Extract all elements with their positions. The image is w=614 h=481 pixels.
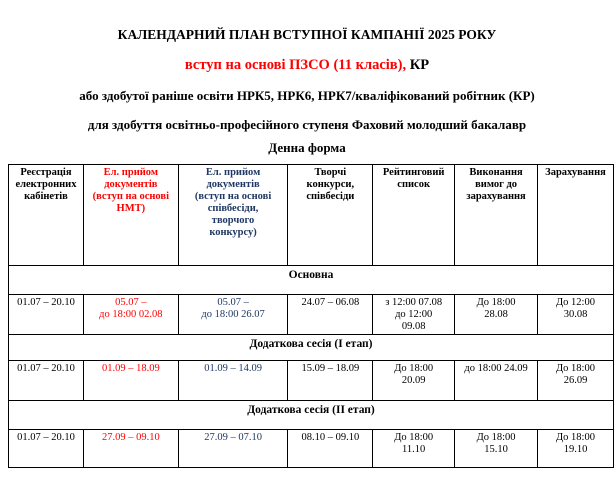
header-line: НМТ) bbox=[116, 203, 146, 215]
cell-line: до 18:00 26.07 bbox=[201, 309, 265, 321]
cell-creative-contests bbox=[288, 430, 373, 468]
table-row bbox=[9, 295, 614, 335]
cell-rating-list bbox=[373, 361, 455, 401]
header-line: співбесіди bbox=[306, 191, 355, 203]
section-row-additional-2 bbox=[9, 401, 614, 430]
cell-enrollment bbox=[538, 295, 614, 335]
cell-line: До 18:00 bbox=[476, 432, 516, 443]
header-line: Реєстрація bbox=[20, 167, 72, 178]
header-line: Зарахування bbox=[545, 167, 606, 178]
cell-creative-contests bbox=[288, 295, 373, 335]
header-line: вимог до bbox=[475, 179, 518, 191]
cell-docs-nmt bbox=[83, 361, 178, 401]
header-line: Ел. прийом bbox=[205, 167, 261, 178]
cell-docs-nmt bbox=[83, 295, 178, 335]
table-header-row bbox=[9, 165, 614, 266]
header-line: Виконання bbox=[469, 167, 523, 178]
cell-line: 01.07 – 20.10 bbox=[17, 363, 75, 374]
cell-line: 15.10 bbox=[484, 444, 508, 456]
subtitle-red-part: вступ на основі ПЗСО (11 класів), bbox=[184, 57, 407, 73]
cell-registration bbox=[9, 361, 84, 401]
section-title: Додаткова сесія (ІІ етап) bbox=[9, 401, 614, 430]
header-line: електронних bbox=[15, 179, 77, 191]
cell-line: до 18:00 24.09 bbox=[464, 363, 528, 374]
header-line: кабінетів bbox=[24, 191, 68, 203]
table-row bbox=[9, 430, 614, 468]
section-row-main bbox=[9, 266, 614, 295]
header-docs-interview bbox=[178, 165, 288, 266]
header-line: співбесіди, bbox=[207, 203, 259, 215]
cell-line: До 12:00 bbox=[556, 297, 595, 308]
cell-line: 24.07 – 06.08 bbox=[301, 297, 360, 308]
cell-line: 01.07 – 20.10 bbox=[17, 432, 75, 443]
cell-registration bbox=[9, 295, 84, 335]
header-line: (вступ на основі bbox=[194, 191, 272, 203]
cell-line: 28.08 bbox=[484, 309, 508, 321]
section-title: Основна bbox=[9, 266, 614, 295]
study-form: Денна форма bbox=[268, 140, 346, 155]
cell-line: до 12:00 bbox=[395, 309, 433, 321]
cell-line: 27.09 – 07.10 bbox=[204, 432, 262, 443]
cell-line: До 18:00 bbox=[394, 432, 434, 443]
cell-docs-interview bbox=[178, 361, 288, 401]
education-basis-line: або здобутої раніше освіти НРК5, НРК6, НРК7/кваліфікований робітник (КР) bbox=[79, 88, 535, 103]
cell-line: 01.09 – 14.09 bbox=[204, 363, 262, 374]
cell-line: 27.09 – 09.10 bbox=[101, 432, 160, 443]
header-registration bbox=[9, 165, 84, 266]
cell-requirements bbox=[455, 361, 538, 401]
cell-line: 11.10 bbox=[402, 444, 426, 456]
subtitle-rest: КР bbox=[409, 57, 430, 73]
cell-line: До 18:00 bbox=[476, 297, 516, 308]
cell-line: 09.08 bbox=[401, 321, 426, 333]
cell-line: 05.07 – bbox=[115, 297, 147, 308]
cell-enrollment bbox=[538, 430, 614, 468]
table-row bbox=[9, 361, 614, 401]
header-line: конкурсу) bbox=[209, 227, 257, 239]
section-row-additional-1 bbox=[9, 335, 614, 361]
cell-line: 08.10 – 09.10 bbox=[301, 432, 360, 443]
cell-line: 20.09 bbox=[401, 375, 426, 387]
cell-line: з 12:00 07.08 bbox=[385, 297, 443, 308]
header-line: конкурси, bbox=[306, 179, 355, 191]
header-line: список bbox=[397, 179, 431, 191]
cell-enrollment bbox=[538, 361, 614, 401]
cell-docs-interview bbox=[178, 295, 288, 335]
header-line: Творчі bbox=[314, 167, 347, 178]
header-line: зарахування bbox=[466, 191, 526, 203]
header-line: документів bbox=[104, 179, 158, 191]
header-rating-list bbox=[373, 165, 455, 266]
header-line: документів bbox=[206, 179, 260, 191]
header-docs-nmt bbox=[83, 165, 178, 266]
cell-rating-list bbox=[373, 295, 455, 335]
cell-line: До 18:00 bbox=[394, 363, 434, 374]
section-title: Додаткова сесія (І етап) bbox=[9, 335, 614, 361]
plan-subtitle bbox=[0, 57, 614, 74]
header-enrollment bbox=[538, 165, 614, 266]
cell-line: 05.07 – bbox=[217, 297, 249, 308]
degree-line: для здобуття освітньо-професійного ступеня Фаховий молодший бакалавр bbox=[87, 117, 527, 132]
cell-requirements bbox=[455, 430, 538, 468]
header-line: Рейтинговий bbox=[382, 167, 445, 178]
plan-title: КАЛЕНДАРНИЙ ПЛАН ВСТУПНОЇ КАМПАНІЇ 2025 РОКУ bbox=[117, 27, 497, 42]
header-requirements bbox=[455, 165, 538, 266]
cell-requirements bbox=[455, 295, 538, 335]
cell-line: 01.09 – 18.09 bbox=[101, 363, 160, 374]
admission-schedule-table bbox=[8, 164, 614, 468]
header-creative-contests bbox=[288, 165, 373, 266]
cell-line: 15.09 – 18.09 bbox=[301, 363, 360, 374]
header-line: творчого bbox=[211, 215, 255, 227]
cell-docs-interview bbox=[178, 430, 288, 468]
cell-line: 30.08 bbox=[563, 309, 588, 321]
cell-creative-contests bbox=[288, 361, 373, 401]
cell-line: до 18:00 02.08 bbox=[99, 309, 163, 321]
cell-line: 26.09 bbox=[563, 375, 588, 387]
cell-rating-list bbox=[373, 430, 455, 468]
cell-line: До 18:00 bbox=[556, 432, 595, 443]
cell-line: 19.10 bbox=[563, 444, 588, 456]
cell-line: 01.07 – 20.10 bbox=[17, 297, 75, 308]
cell-docs-nmt bbox=[83, 430, 178, 468]
header-line: Ел. прийом bbox=[103, 167, 158, 178]
cell-line: До 18:00 bbox=[556, 363, 595, 374]
header-line: (вступ на основі bbox=[92, 191, 170, 203]
cell-registration bbox=[9, 430, 84, 468]
